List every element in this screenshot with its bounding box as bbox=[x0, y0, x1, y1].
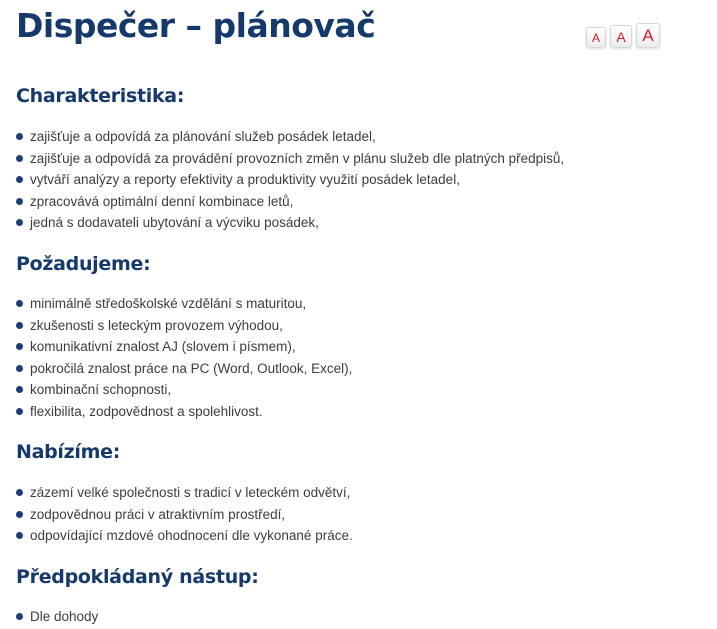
list-item bbox=[16, 358, 352, 380]
list-item-text: zpracovává optimální denní kombinace letů, bbox=[30, 193, 294, 209]
list-item bbox=[16, 126, 564, 148]
font-size-medium-button[interactable]: A bbox=[610, 25, 632, 48]
bullet-icon bbox=[16, 386, 23, 393]
list-item-text: zodpovědnou práci v atraktivním prostředí, bbox=[30, 506, 286, 522]
bullet-icon bbox=[16, 322, 23, 329]
list-nabizime bbox=[16, 482, 353, 547]
section-heading-pozadujeme: Požadujeme: bbox=[16, 253, 151, 275]
list-item-text: flexibilita, zodpovědnost a spolehlivost. bbox=[30, 403, 263, 419]
list-item bbox=[16, 191, 564, 213]
page-title: Dispečer – plánovač bbox=[16, 6, 376, 45]
list-item-text: zkušenosti s leteckým provozem výhodou, bbox=[30, 317, 283, 333]
bullet-icon bbox=[16, 219, 23, 226]
list-item bbox=[16, 336, 352, 358]
list-item bbox=[16, 315, 352, 337]
list-pozadujeme bbox=[16, 293, 352, 422]
bullet-icon bbox=[16, 489, 23, 496]
bullet-icon bbox=[16, 343, 23, 350]
bullet-icon bbox=[16, 198, 23, 205]
list-item bbox=[16, 504, 353, 526]
list-item bbox=[16, 525, 353, 547]
list-item-text: zázemí velké společnosti s tradicí v leteckém odvětví, bbox=[30, 485, 351, 500]
section-heading-nabizime: Nabízíme: bbox=[16, 441, 120, 463]
bullet-icon bbox=[16, 532, 23, 539]
bullet-icon bbox=[16, 408, 23, 415]
list-item-text: komunikativní znalost AJ (slovem i písmem), bbox=[30, 339, 296, 354]
list-item bbox=[16, 379, 352, 401]
font-size-small-button[interactable]: A bbox=[586, 27, 606, 48]
list-charakteristika bbox=[16, 126, 564, 234]
section-heading-predpokladany-nastup: Předpokládaný nástup: bbox=[16, 566, 259, 588]
section-heading-charakteristika: Charakteristika: bbox=[16, 85, 185, 107]
list-item bbox=[16, 401, 352, 423]
bullet-icon bbox=[16, 365, 23, 372]
bullet-icon bbox=[16, 133, 23, 140]
list-item-text: vytváří analýzy a reporty efektivity a produktivity využití posádek letadel, bbox=[30, 172, 460, 187]
list-item-text: zajišťuje a odpovídá za plánování služeb posádek letadel, bbox=[30, 129, 376, 144]
bullet-icon bbox=[16, 511, 23, 518]
list-item-text: Dle dohody bbox=[30, 609, 99, 624]
bullet-icon bbox=[16, 176, 23, 183]
list-item bbox=[16, 212, 564, 234]
list-item-text: zajišťuje a odpovídá za provádění provozních změn v plánu služeb dle platných předpisů, bbox=[30, 150, 565, 166]
list-item-text: odpovídající mzdové ohodnocení dle vykonané práce. bbox=[30, 528, 353, 543]
list-item bbox=[16, 169, 564, 191]
font-size-controls bbox=[586, 23, 660, 48]
bullet-icon bbox=[16, 155, 23, 162]
list-item bbox=[16, 606, 98, 628]
font-size-large-button[interactable]: A bbox=[636, 23, 660, 48]
list-predpokladany-nastup bbox=[16, 606, 98, 628]
list-item-text: kombinační schopnosti, bbox=[30, 382, 172, 397]
bullet-icon bbox=[16, 300, 23, 307]
list-item-text: minimálně středoškolské vzdělání s maturitou, bbox=[30, 296, 307, 311]
list-item bbox=[16, 148, 564, 170]
list-item bbox=[16, 293, 352, 315]
list-item-text: pokročilá znalost práce na PC (Word, Outlook, Excel), bbox=[30, 360, 353, 376]
list-item-text: jedná s dodavateli ubytování a výcviku posádek, bbox=[30, 215, 319, 230]
list-item bbox=[16, 482, 353, 504]
bullet-icon bbox=[16, 613, 23, 620]
